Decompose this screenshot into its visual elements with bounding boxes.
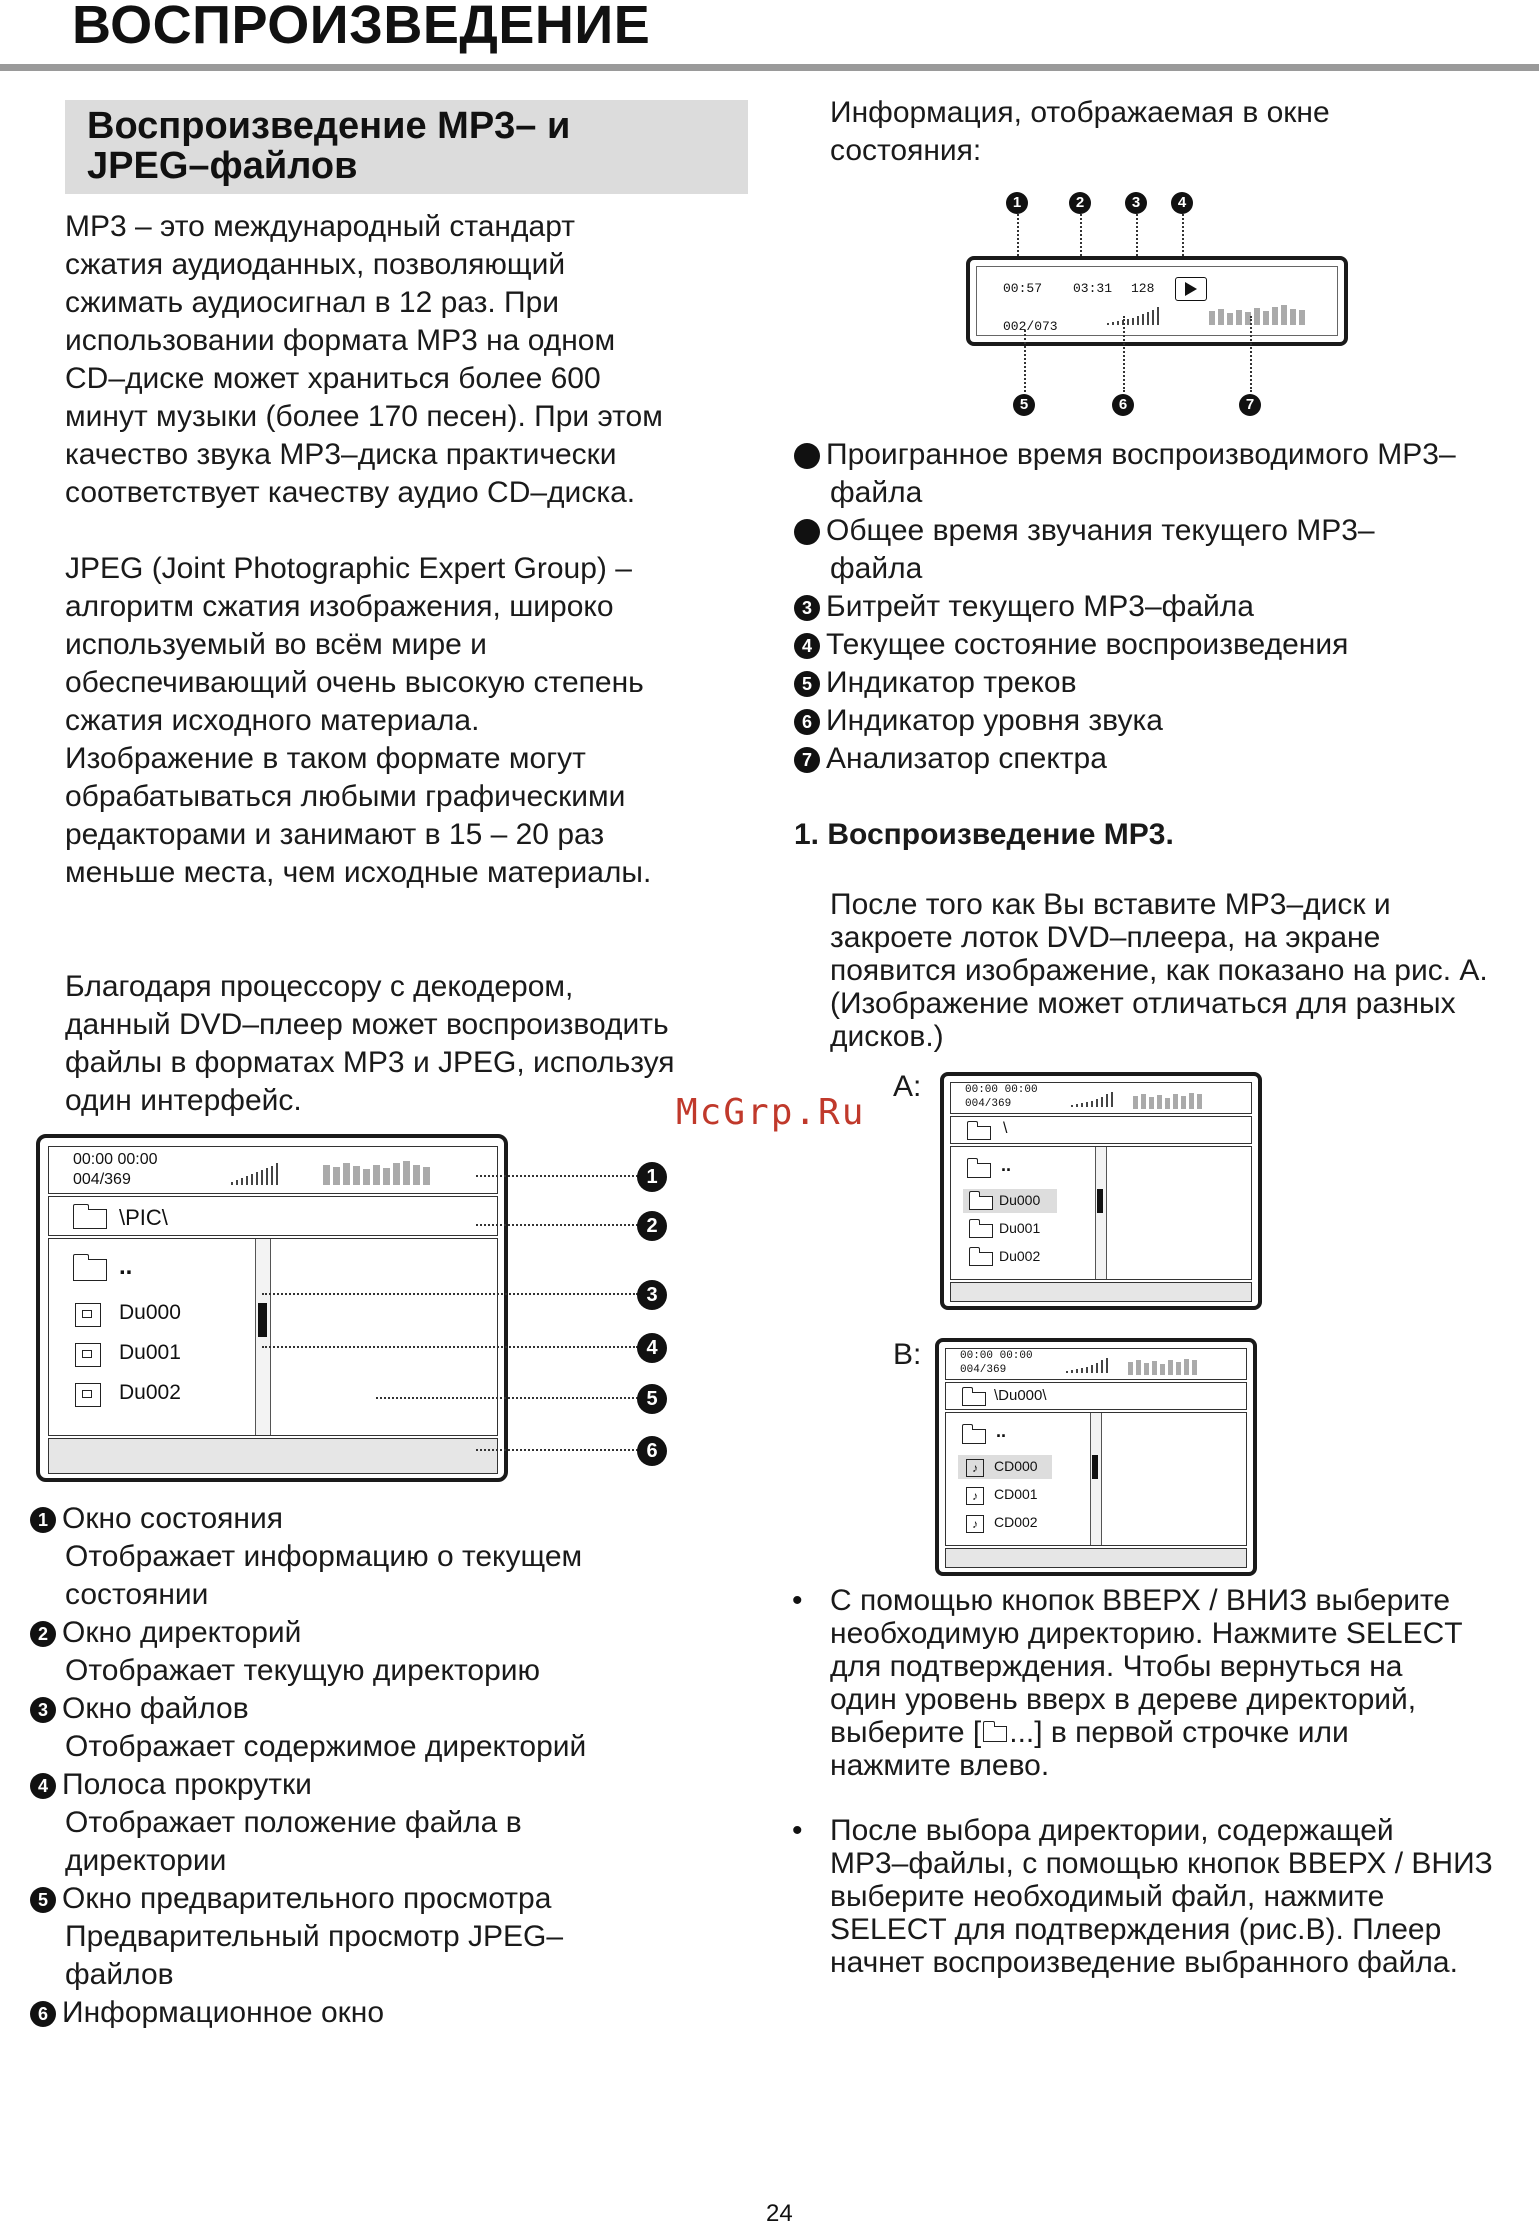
- figure-b-parent: ..: [996, 1421, 1007, 1441]
- volume-indicator: [231, 1161, 278, 1185]
- figure-b-directory: [945, 1382, 1247, 1410]
- folder-icon: [967, 1126, 991, 1140]
- callout-marker-1: 1: [637, 1162, 667, 1192]
- page-number: 24: [766, 2200, 793, 2227]
- figure-b-scroll-thumb: [1092, 1455, 1098, 1479]
- bullet-marker-1: •: [792, 1584, 803, 1617]
- image-file-icon: [75, 1383, 101, 1407]
- section-heading-line1: Воспроизведение MP3– и: [87, 105, 571, 147]
- file-window: [48, 1238, 498, 1436]
- scrollbar: [255, 1239, 271, 1435]
- info-window: [48, 1438, 498, 1474]
- file-item-2: Du001: [119, 1341, 181, 1364]
- figure-a-file-3: Du002: [999, 1248, 1041, 1264]
- figure-a-status: [950, 1082, 1252, 1114]
- figure-a-parent: ..: [1001, 1155, 1012, 1175]
- status-legend-3: 3 Битрейт текущего MP3–файла: [794, 588, 1254, 626]
- figure-b-track: 004/369: [960, 1364, 1007, 1376]
- directory-window: [48, 1196, 498, 1236]
- folder-icon: [969, 1196, 993, 1210]
- header-rule: [0, 64, 1539, 71]
- music-file-icon: ♪: [966, 1487, 984, 1505]
- status-callout-5: 5: [1013, 394, 1035, 416]
- figure-b-dir: \Du000\: [994, 1387, 1047, 1404]
- legend-item-5: 5 Окно предварительного просмотра: [30, 1880, 551, 1918]
- figure-a-track: 004/369: [965, 1098, 1012, 1110]
- play-state-icon: [1175, 277, 1207, 301]
- callout-marker-6: 6: [637, 1436, 667, 1466]
- status-vline-5: [1024, 330, 1026, 392]
- figure-a-file-1: Du000: [999, 1192, 1041, 1208]
- figure-a-dir: \: [1003, 1120, 1008, 1137]
- parent-folder-icon: [962, 1429, 986, 1444]
- figure-b-files: [945, 1412, 1247, 1546]
- bullet-text-2: После выбора директории, содержащей MP3–файлы, с помощью кнопок ВВЕРХ / ВНИЗ выберите необходимый файл, нажмите SELECT для подтверждения (рис.B). Плеер начнет воспроизведение выбранного файла.: [830, 1814, 1493, 1979]
- parent-folder-icon: [967, 1163, 991, 1178]
- figure-a-spectrum: [1133, 1091, 1202, 1109]
- music-file-icon: ♪: [966, 1459, 984, 1477]
- legend-desc-1: Отображает информацию о текущем состоянии: [65, 1540, 583, 1611]
- status-legend-2: 2 Общее время звучания текущего MP3– файла: [783, 514, 1375, 585]
- figure-a-scroll-thumb: [1097, 1189, 1103, 1213]
- status-time: 00:00 00:00: [73, 1151, 158, 1168]
- legend-desc-4: Отображает положение файла в директории: [65, 1806, 522, 1877]
- page-title: ВОСПРОИЗВЕДЕНИЕ: [72, 0, 651, 55]
- status-window-inner: [976, 266, 1338, 336]
- status-callout-2: 2: [1069, 192, 1091, 214]
- parent-folder-label: ..: [119, 1253, 133, 1280]
- folder-icon: [969, 1224, 993, 1238]
- status-callout-6: 6: [1112, 394, 1134, 416]
- spectrum-analyzer: [323, 1159, 430, 1185]
- figure-a-info: [950, 1282, 1252, 1302]
- figure-a-files: [950, 1146, 1252, 1280]
- parent-folder-icon: [73, 1259, 107, 1281]
- paragraph-jpeg: JPEG (Joint Photographic Expert Group) – алгоритм сжатия изображения, широко используемый во всём мире и обеспечивающий очень высокую степень сжатия исходного материала. Изображение в таком формате могут обрабатываться любыми графическими редакторами и занимают в 15 – 20 раз меньше места, чем исходные материалы.: [65, 552, 652, 889]
- legend-item-1: 1 Окно состояния: [30, 1500, 283, 1538]
- status-callout-4: 4: [1171, 192, 1193, 214]
- status-volume-indicator: [1107, 303, 1159, 325]
- status-legend-6: 6 Индикатор уровня звука: [794, 702, 1163, 740]
- folder-icon: [969, 1252, 993, 1266]
- callout-line-3: [262, 1293, 638, 1295]
- status-track-counter: 002/073: [1003, 319, 1058, 334]
- legend-item-6: 6 Информационное окно: [30, 1994, 384, 2032]
- status-callout-7: 7: [1239, 394, 1261, 416]
- callout-marker-4: 4: [637, 1333, 667, 1363]
- figure-b-time: 00:00 00:00: [960, 1350, 1033, 1362]
- image-file-icon: [75, 1343, 101, 1367]
- callout-marker-2: 2: [637, 1211, 667, 1241]
- bullet-marker-2: •: [792, 1814, 803, 1847]
- figure-b-volume: [1066, 1357, 1108, 1373]
- figure-a-label: A:: [893, 1070, 922, 1103]
- status-callout-3: 3: [1125, 192, 1147, 214]
- current-directory: \PIC\: [119, 1205, 168, 1230]
- figure-b-status: [945, 1348, 1247, 1380]
- status-elapsed: 00:57: [1003, 281, 1043, 296]
- status-vline-7: [1250, 316, 1252, 392]
- figure-a-time: 00:00 00:00: [965, 1084, 1038, 1096]
- figure-b-scrollbar: [1090, 1413, 1102, 1545]
- watermark: McGrp.Ru: [676, 1092, 866, 1133]
- figure-b-label: B:: [893, 1338, 922, 1371]
- status-legend-5: 5 Индикатор треков: [794, 664, 1077, 702]
- figure-b-file-3: CD002: [994, 1514, 1038, 1530]
- status-track: 004/369: [73, 1171, 131, 1188]
- figure-b-file-2: CD001: [994, 1486, 1038, 1502]
- paragraph-processor: Благодаря процессору с декодером, данный DVD–плеер может воспроизводить файлы в форматах MP3 и JPEG, используя один интерфейс.: [65, 970, 675, 1117]
- callout-marker-5: 5: [637, 1384, 667, 1414]
- legend-desc-2: Отображает текущую директорию: [65, 1654, 541, 1687]
- callout-marker-3: 3: [637, 1280, 667, 1310]
- figure-b-spectrum: [1128, 1357, 1197, 1375]
- status-spectrum-analyzer: [1209, 303, 1305, 325]
- ui-screen-figure: [36, 1134, 508, 1482]
- figure-b-info: [945, 1548, 1247, 1568]
- status-callout-1: 1: [1006, 192, 1028, 214]
- figure-a-file-2: Du001: [999, 1220, 1041, 1236]
- status-legend-1: 1 Проигранное время воспроизводимого MP3– файла: [783, 438, 1456, 509]
- scrollbar-thumb: [258, 1303, 267, 1337]
- callout-line-6: [476, 1449, 638, 1451]
- legend-item-4: 4 Полоса прокрутки: [30, 1766, 312, 1804]
- status-legend-4: 4 Текущее состояние воспроизведения: [794, 626, 1348, 664]
- figure-b-screen: [935, 1338, 1257, 1576]
- status-bitrate: 128: [1131, 281, 1155, 296]
- figure-a-volume: [1071, 1091, 1113, 1107]
- section-heading: [65, 100, 748, 194]
- file-item-3: Du002: [119, 1381, 181, 1404]
- status-vline-6: [1123, 316, 1125, 392]
- status-legend-7: 7 Анализатор спектра: [794, 740, 1107, 778]
- legend-item-3: 3 Окно файлов: [30, 1690, 249, 1728]
- callout-line-1: [476, 1175, 638, 1177]
- bullet-text-1: С помощью кнопок ВВЕРХ / ВНИЗ выберите необходимую директорию. Нажмите SELECT для подтверждения. Чтобы вернуться на один уровень вверх в дереве директорий, выберите [ ...] в первой строчке или нажмите влево.: [830, 1584, 1463, 1782]
- file-item-1: Du000: [119, 1301, 181, 1324]
- folder-icon: [983, 1726, 1007, 1742]
- folder-icon: [73, 1209, 107, 1229]
- callout-line-5: [376, 1397, 638, 1399]
- status-window: [48, 1146, 498, 1194]
- section-heading-line2: JPEG–файлов: [87, 145, 358, 187]
- paragraph-mp3: MP3 – это международный стандарт сжатия аудиоданных, позволяющий сжимать аудиосигнал в 12 раз. При использовании формата MP3 на одном CD–диске может храниться более 600 минут музыки (более 170 песен). При этом качество звука MP3–диска практически соответствует качеству аудио CD–диска.: [65, 210, 663, 509]
- step-title: 1. Воспроизведение MP3.: [794, 818, 1174, 851]
- figure-a-directory: [950, 1116, 1252, 1144]
- step-text: После того как Вы вставите MP3–диск и закроете лоток DVD–плеера, на экране появится изображение, как показано на рис. A. (Изображение может отличаться для разных дисков.): [830, 888, 1488, 1053]
- figure-a-screen: [940, 1072, 1262, 1310]
- figure-a-scrollbar: [1095, 1147, 1107, 1279]
- callout-line-2: [476, 1224, 638, 1226]
- music-file-icon: ♪: [966, 1515, 984, 1533]
- status-intro: Информация, отображаемая в окне состояния:: [830, 96, 1330, 167]
- folder-icon: [962, 1392, 986, 1406]
- legend-item-2: 2 Окно директорий: [30, 1614, 301, 1652]
- callout-line-4: [262, 1346, 638, 1348]
- legend-desc-3: Отображает содержимое директорий: [65, 1730, 587, 1763]
- image-file-icon: [75, 1303, 101, 1327]
- legend-desc-5: Предварительный просмотр JPEG– файлов: [65, 1920, 564, 1991]
- status-total: 03:31: [1073, 281, 1113, 296]
- figure-b-file-1: CD000: [994, 1458, 1038, 1474]
